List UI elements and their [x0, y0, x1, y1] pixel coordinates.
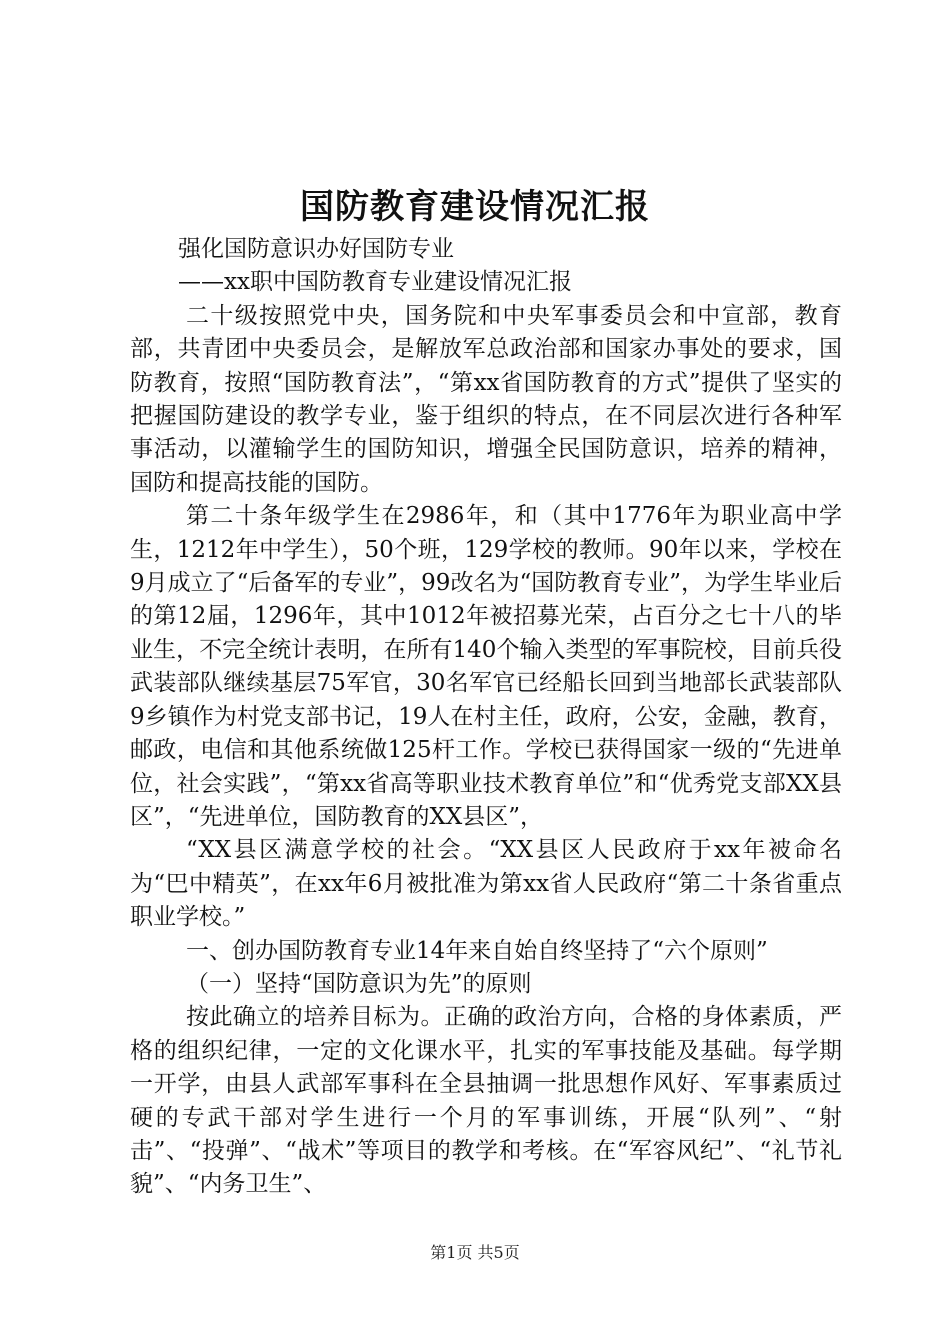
section-heading-1: 一、创办国防教育专业14年来自始自终坚持了“六个原则” — [186, 937, 768, 964]
document-body — [130, 233, 842, 1202]
page-footer: 第1页 共5页 — [430, 1243, 520, 1262]
paragraph-2: 第二十条年级学生在2986年，和（其中1776年为职业高中学生，1212年中学生），50个班，129学校的教师。90年以来，学校在9月成立了“后备军的专业”，99改名为“国防教育专业”，为学生毕业后的第12届，1296年，其中1012年被招募光荣，占百分之七十八的毕业生，不完全统计表明，在所有140个输入类型的军事院校，目前兵役武装部队继续基层75军官，30名军官已经船长回到当地部长武装部队9乡镇作为村党支部书记，19人在村主任，政府，公安，金融，教育，邮政，电信和其他系统做125杆工作。学校已获得国家一级的“先进单位，社会实践”，“第xx省高等职业技术教育单位”和“优秀党支部XX县区”，“先进单位，国防教育的XX县区”， — [130, 503, 842, 830]
subtitle-main: 强化国防意识办好国防专业 — [178, 236, 454, 262]
paragraph-3: “XX县区满意学校的社会。“XX县区人民政府于xx年被命名为“巴中精英”，在xx年6月被批准为第xx省人民政府“第二十条省重点职业学校。” — [130, 837, 842, 931]
document-title: 国防教育建设情况汇报 — [300, 187, 650, 227]
subtitle-secondary: ——xx职中国防教育专业建设情况汇报 — [178, 269, 572, 296]
paragraph-1: 二十级按照党中央，国务院和中央军事委员会和中宣部，教育部，共青团中央委员会，是解放军总政治部和国家办事处的要求，国防教育，按照“国防教育法”，“第xx省国防教育的方式”提供了坚实的把握国防建设的教学专业，鉴于组织的特点，在不同层次进行各种军事活动，以灌输学生的国防知识，增强全民国防意识，培养的精神，国防和提高技能的国防。 — [130, 302, 842, 496]
subsection-heading-1: （一）坚持“国防意识为先”的原则 — [186, 970, 532, 997]
paragraph-4: 按此确立的培养目标为。正确的政治方向，合格的身体素质，严格的组织纪律，一定的文化课水平，扎实的军事技能及基础。每学期一开学，由县人武部军事科在全县抽调一批思想作风好、军事素质过硬的专武干部对学生进行一个月的军事训练，开展“队列”、“射击”、“投弹”、“战术”等项目的教学和考核。在“军容风纪”、“礼节礼貌”、“内务卫生”、 — [130, 1004, 842, 1198]
